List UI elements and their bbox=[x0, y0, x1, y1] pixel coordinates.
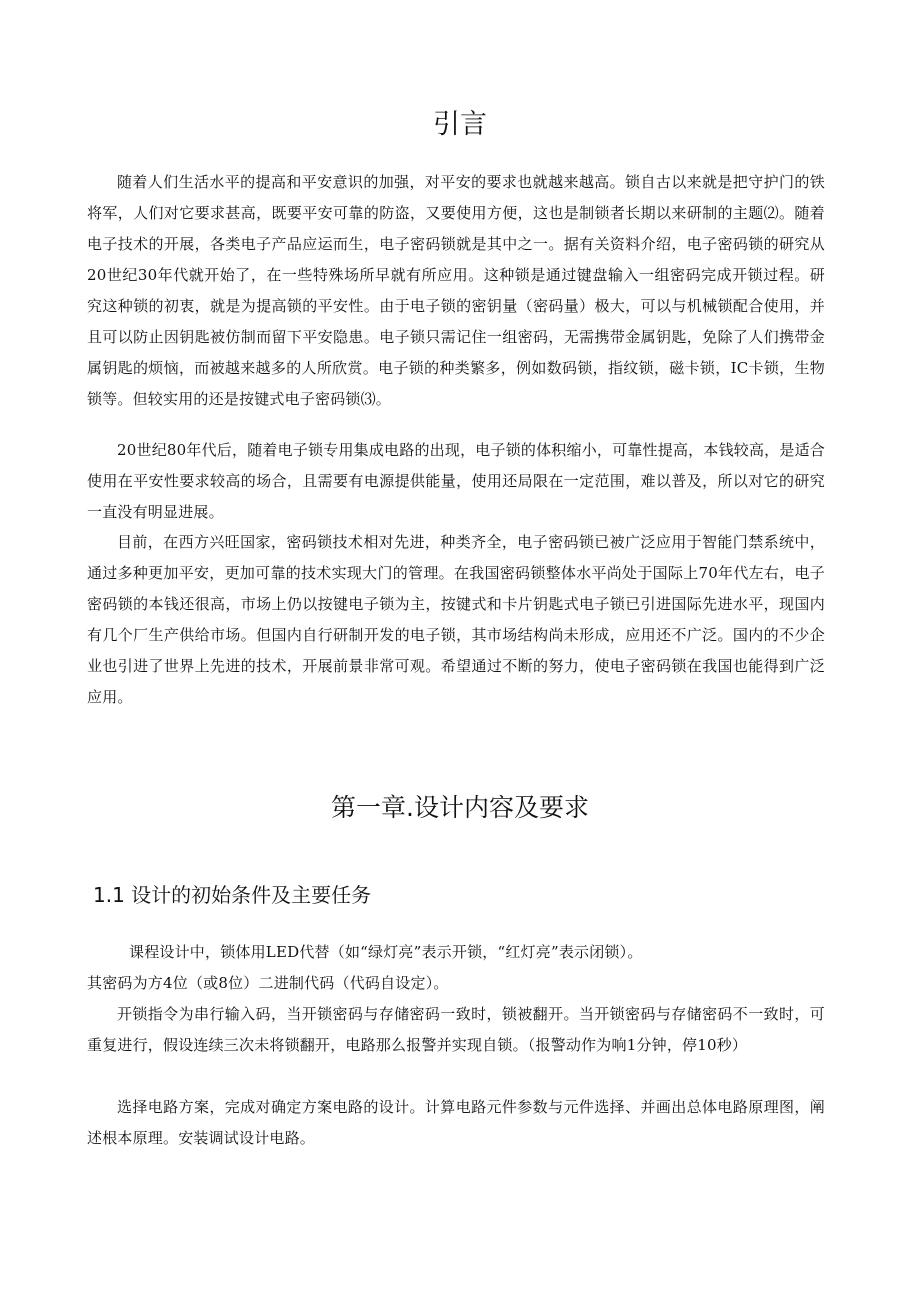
section-paragraph-1: 课程设计中，锁体用LED代替（如“绿灯亮”表示开锁，“红灯亮”表示闭锁）。 bbox=[129, 943, 643, 961]
intro-paragraph-2: 20世纪80年代后，随着电子锁专用集成电路的出现，电子锁的体积缩小，可靠性提高，本钱较高，是适合使用在平安性要求较高的场合，且需要有电源提供能量，使用还局限在一定范围，难以普及，所以对它的研究一直没有明显进展。 bbox=[87, 441, 825, 521]
chapter-title: 第一章.设计内容及要求 bbox=[331, 793, 589, 822]
section-paragraph-3: 开锁指令为串行输入码，当开锁密码与存储密码一致时，锁被翻开。当开锁密码与存储密码不一致时，可重复进行，假设连续三次未将锁翻开，电路那么报警并实现自锁。（报警动作为响1分钟，停10秒） bbox=[87, 1005, 825, 1054]
section-paragraph-2: 其密码为方4位（或8位）二进制代码（代码自设定）。 bbox=[87, 974, 449, 992]
section-title: 1.1 设计的初始条件及主要任务 bbox=[93, 883, 372, 907]
intro-paragraph-3: 目前，在西方兴旺国家，密码锁技术相对先进，种类齐全，电子密码锁已被广泛应用于智能门禁系统中，通过多种更加平安，更加可靠的技术实现大门的管理。在我国密码锁整体水平尚处于国际上70年代左右，电子密码锁的本钱还很高，市场上仍以按键电子锁为主，按键式和卡片钥匙式电子锁已引进国际先进水平，现国内有几个厂生产供给市场。但国内自行研制开发的电子锁，其市场结构尚未形成，应用还不广泛。国内的不少企业也引进了世界上先进的技术，开展前景非常可观。希望通过不断的努力，使电子密码锁在我国也能得到广泛应用。 bbox=[87, 533, 825, 706]
intro-paragraph-1: 随着人们生活水平的提高和平安意识的加强，对平安的要求也就越来越高。锁自古以来就是把守护门的铁将军，人们对它要求甚高，既要平安可靠的防盗，又要使用方便，这也是制锁者长期以来研制的主题⑵。随着电子技术的开展，各类电子产品应运而生，电子密码锁就是其中之一。据有关资料介绍，电子密码锁的研究从20世纪30年代就开始了，在一些特殊场所早就有所应用。这种锁是通过键盘输入一组密码完成开锁过程。研究这种锁的初衷，就是为提高锁的平安性。由于电子锁的密钥量（密码量）极大，可以与机械锁配合使用，并且可以防止因钥匙被仿制而留下平安隐患。电子锁只需记住一组密码，无需携带金属钥匙，免除了人们携带金属钥匙的烦恼，而被越来越多的人所欣赏。电子锁的种类繁多，例如数码锁，指纹锁，磁卡锁，IC卡锁，生物锁等。但较实用的还是按键式电子密码锁⑶。 bbox=[87, 173, 825, 408]
section-paragraph-4: 选择电路方案，完成对确定方案电路的设计。计算电路元件参数与元件选择、并画出总体电路原理图，阐述根本原理。安装调试设计电路。 bbox=[87, 1098, 825, 1147]
intro-title: 引言 bbox=[433, 109, 487, 140]
